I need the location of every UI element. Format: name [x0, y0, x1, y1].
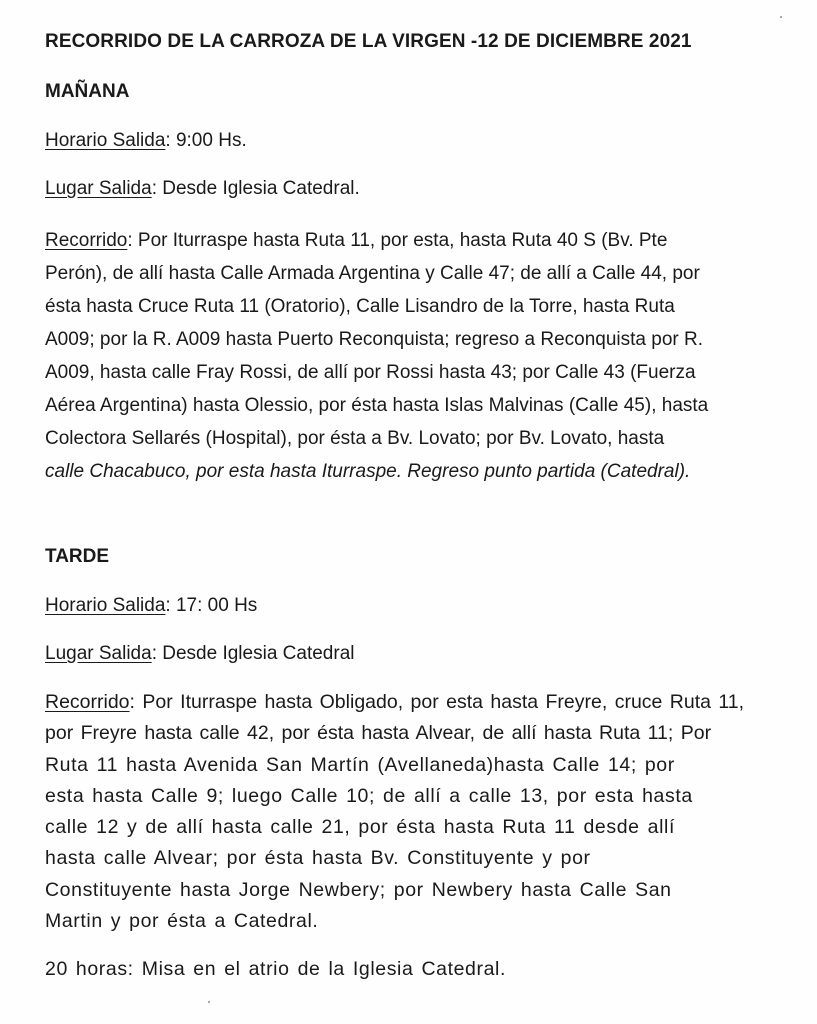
afternoon-route-line: esta hasta Calle 9; luego Calle 10; de allí a calle 13, por esta hasta	[45, 784, 693, 807]
afternoon-route-line: Constituyente hasta Jorge Newbery; por Newbery hasta Calle San	[45, 878, 672, 901]
afternoon-departure-time	[45, 595, 257, 617]
morning-departure-place-label: Lugar Salida	[45, 178, 152, 199]
afternoon-departure-place	[45, 643, 354, 665]
afternoon-departure-place-value: : Desde Iglesia Catedral	[151, 643, 355, 664]
morning-route-line: A009; por la R. A009 hasta Puerto Reconquista; regreso a Reconquista por R.	[45, 329, 704, 350]
afternoon-heading: TARDE	[45, 546, 110, 567]
afternoon-departure-place-label: Lugar Salida	[45, 643, 152, 664]
morning-route-line: calle Chacabuco, por esta hasta Iturraspe. Regreso punto partida (Catedral).	[45, 461, 691, 482]
morning-departure-place-value: : Desde Iglesia Catedral.	[151, 178, 360, 199]
afternoon-route-label: Recorrido	[45, 691, 130, 713]
morning-route-line: Colectora Sellarés (Hospital), por ésta a Bv. Lovato; por Bv. Lovato, hasta	[45, 428, 665, 449]
morning-route-line: Perón), de allí hasta Calle Armada Argentina y Calle 47; de allí a Calle 44, por	[45, 263, 700, 284]
morning-route	[45, 224, 708, 488]
morning-route-label: Recorrido	[45, 230, 128, 251]
afternoon-route-line: Ruta 11 hasta Avenida San Martín (Avellaneda)hasta Calle 14; por	[45, 753, 675, 776]
morning-departure-place	[45, 178, 360, 200]
morning-route-line: Recorrido: Por Iturraspe hasta Ruta 11, por esta, hasta Ruta 40 S (Bv. Pte	[45, 230, 668, 251]
morning-route-line: ésta hasta Cruce Ruta 11 (Oratorio), Calle Lisandro de la Torre, hasta Ruta	[45, 296, 675, 317]
morning-departure-time	[45, 130, 247, 152]
afternoon-route-line: Martin y por ésta a Catedral.	[45, 910, 319, 933]
morning-route-line: A009, hasta calle Fray Rossi, de allí por Rossi hasta 43; por Calle 43 (Fuerza	[45, 362, 696, 383]
mass-note: 20 horas: Misa en el atrio de la Iglesia Catedral.	[45, 958, 506, 980]
scan-speck	[208, 1001, 210, 1003]
afternoon-route-line: Recorrido: Por Iturraspe hasta Obligado, por esta hasta Freyre, cruce Ruta 11,	[45, 691, 745, 713]
morning-departure-time-value: : 9:00 Hs.	[165, 130, 247, 151]
afternoon-route	[45, 687, 744, 937]
afternoon-route-line: calle 12 y de allí hasta calle 21, por ésta hasta Ruta 11 desde allí	[45, 816, 675, 839]
morning-departure-time-label: Horario Salida	[45, 130, 166, 151]
scan-speck	[780, 16, 782, 18]
afternoon-departure-time-label: Horario Salida	[45, 595, 166, 616]
document-title: RECORRIDO DE LA CARROZA DE LA VIRGEN -12 DE DICIEMBRE 2021	[45, 31, 692, 52]
afternoon-route-line: hasta calle Alvear; por ésta hasta Bv. Constituyente y por	[45, 847, 591, 870]
morning-route-line: Aérea Argentina) hasta Olessio, por ésta hasta Islas Malvinas (Calle 45), hasta	[45, 395, 709, 416]
afternoon-route-line: por Freyre hasta calle 42, por ésta hasta Alvear, de allí hasta Ruta 11; Por	[45, 722, 712, 745]
afternoon-departure-time-value: : 17: 00 Hs	[165, 595, 258, 616]
morning-heading: MAÑANA	[45, 81, 130, 102]
